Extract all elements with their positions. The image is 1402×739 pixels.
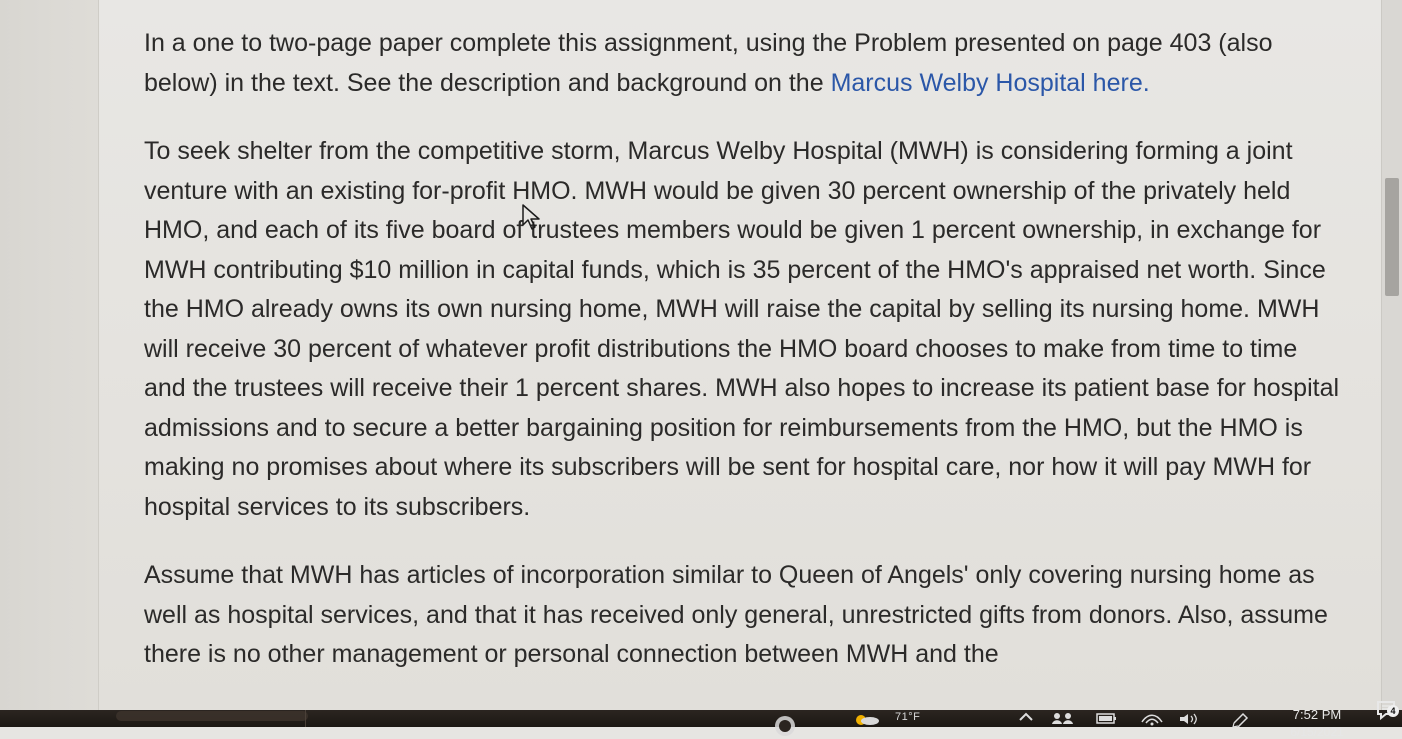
assumptions-text: Assume that MWH has articles of incorporation similar to Queen of Angels' only covering nursing home as well as hospital services, and that it has received only general, unrestricted gifts from donors. Also, assume there is no other management or personal connection between MWH and the bbox=[144, 561, 1328, 668]
assignment-intro bbox=[144, 24, 1344, 103]
weather-temperature[interactable]: 71°F bbox=[895, 711, 921, 723]
people-icon[interactable] bbox=[1048, 710, 1078, 727]
problem-text: To seek shelter from the competitive storm, Marcus Welby Hospital (MWH) is considering forming a joint venture with an existing for-profit HMO. MWH would be given 30 percent ownership of the privately held HMO, and each of its five board of trustees members would be given 1 percent ownership, in exchange for MWH contributing $10 million in capital funds, which is 35 percent of the HMO's appraised net worth. Since the HMO already owns its own nursing home, MWH will raise the capital by selling its nursing home. MWH will receive 30 percent of whatever profit distributions the HMO board chooses to make from time to time and the trustees will receive their 1 percent shares. MWH also hopes to increase its patient base for hospital admissions and to secure a better bargaining position for reimbursements from the HMO, but the HMO is making no promises about where its subscribers will be sent for hospital care, nor how it will pay MWH for hospital services to its subscribers. bbox=[144, 137, 1340, 521]
assignment-intro-text: In a one to two-page paper complete this assignment, using the Problem presented on page 403 (also below) in the text. See the description and background on the bbox=[144, 29, 1273, 97]
assumptions-paragraph bbox=[144, 556, 1344, 675]
battery-icon[interactable] bbox=[1094, 710, 1120, 727]
taskbar bbox=[0, 706, 1402, 739]
system-clock[interactable] bbox=[1274, 707, 1360, 739]
left-gutter bbox=[0, 0, 99, 710]
scroll-thumb[interactable] bbox=[1385, 178, 1399, 296]
taskbar-app-icon[interactable] bbox=[771, 710, 799, 727]
wifi-icon[interactable] bbox=[1138, 710, 1166, 727]
volume-icon[interactable] bbox=[1176, 710, 1200, 727]
clock-date: 6/15/2021 bbox=[1290, 725, 1344, 739]
clock-time: 7:52 PM bbox=[1292, 707, 1342, 722]
chevron-up-icon[interactable] bbox=[1015, 710, 1037, 727]
vertical-scrollbar[interactable] bbox=[1381, 0, 1402, 710]
problem-paragraph bbox=[144, 132, 1344, 527]
assignment-content bbox=[144, 24, 1344, 675]
pen-icon[interactable] bbox=[1228, 710, 1252, 727]
taskbar-app-area[interactable] bbox=[116, 711, 308, 721]
marcus-welby-hospital-link[interactable]: Marcus Welby Hospital here. bbox=[830, 68, 1150, 97]
weather-icon[interactable] bbox=[852, 710, 882, 727]
notification-center-button[interactable] bbox=[1375, 697, 1397, 721]
notification-count-badge: 4 bbox=[1387, 705, 1399, 717]
taskbar-divider bbox=[305, 710, 306, 727]
